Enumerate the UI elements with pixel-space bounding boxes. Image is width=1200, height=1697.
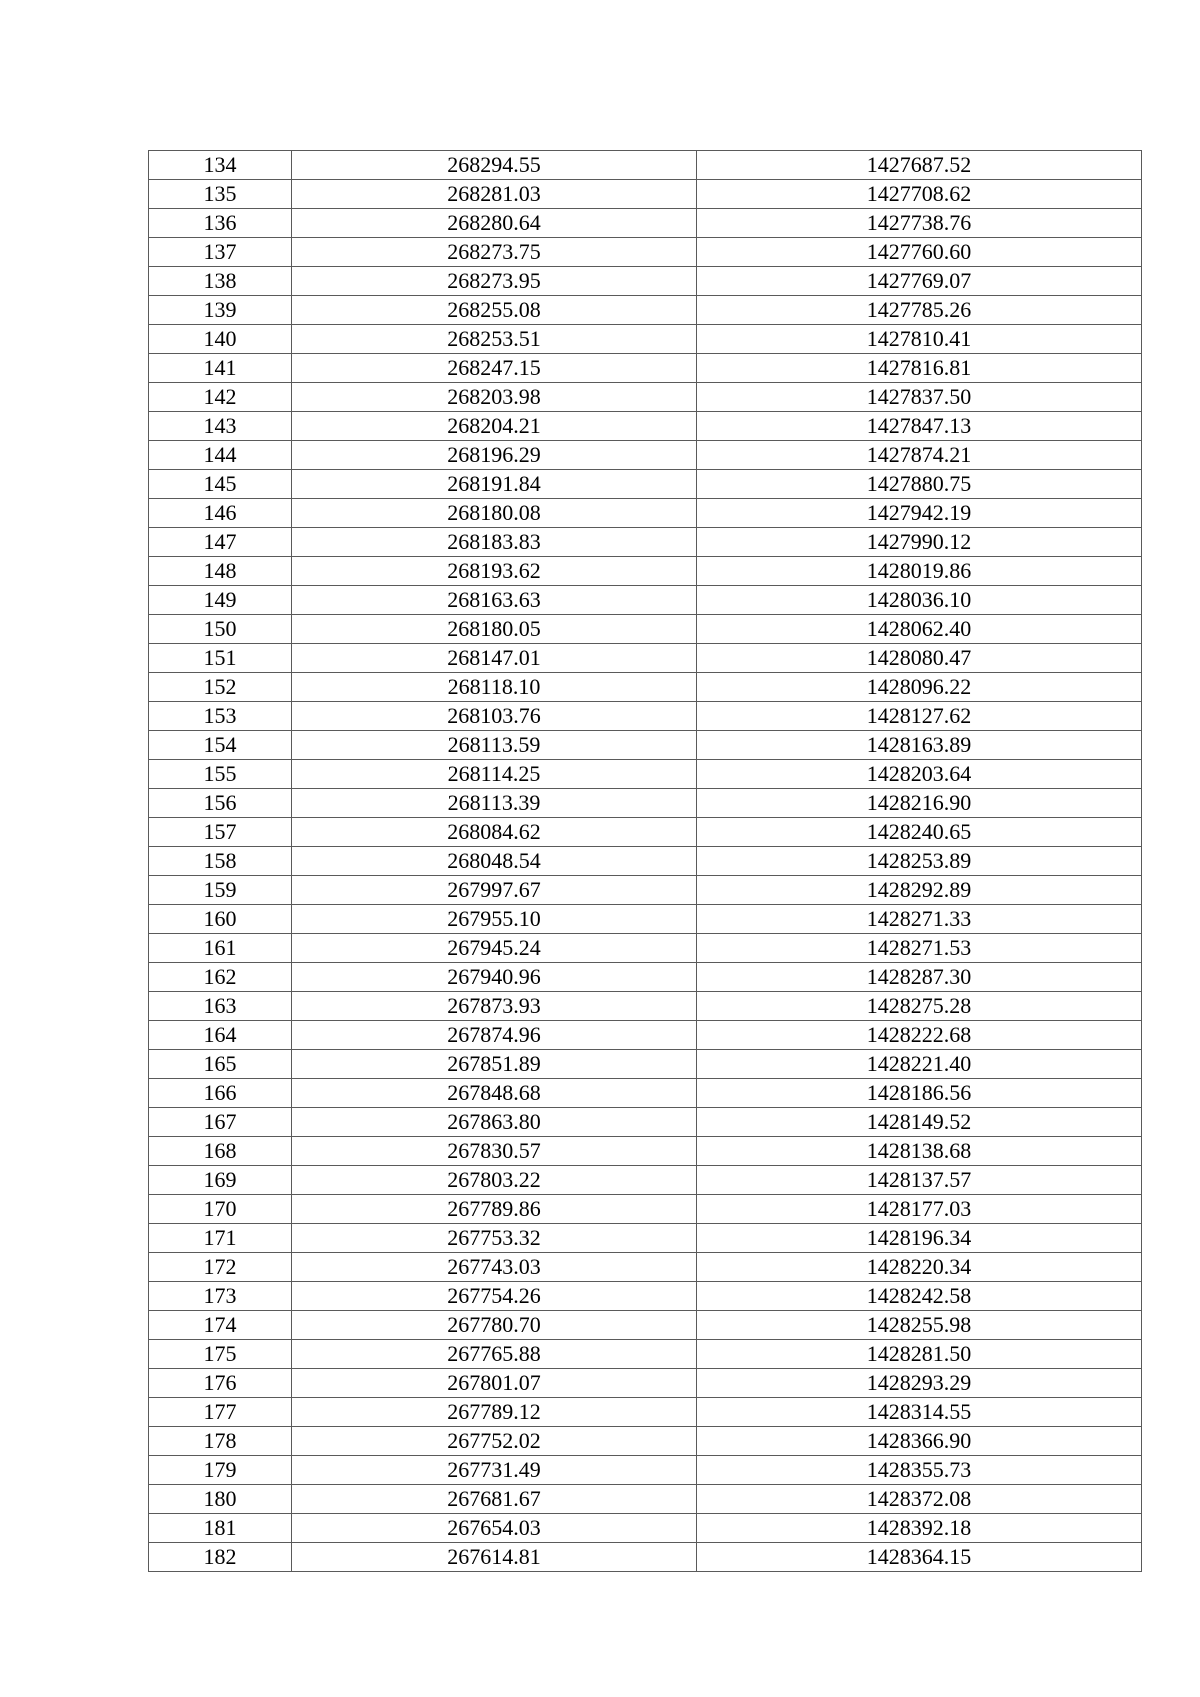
table-row xyxy=(149,905,1142,934)
point-number-cell: 169 xyxy=(149,1166,292,1195)
y-coordinate-cell: 1428366.90 xyxy=(697,1427,1142,1456)
table-row xyxy=(149,1050,1142,1079)
y-coordinate-cell: 1428222.68 xyxy=(697,1021,1142,1050)
y-coordinate-cell: 1427837.50 xyxy=(697,383,1142,412)
point-number-cell: 165 xyxy=(149,1050,292,1079)
point-number-cell: 136 xyxy=(149,209,292,238)
point-number-cell: 177 xyxy=(149,1398,292,1427)
table-row xyxy=(149,1224,1142,1253)
x-coordinate-cell: 267753.32 xyxy=(292,1224,697,1253)
y-coordinate-cell: 1428242.58 xyxy=(697,1282,1142,1311)
point-number-cell: 150 xyxy=(149,615,292,644)
table-row xyxy=(149,615,1142,644)
table-row xyxy=(149,267,1142,296)
x-coordinate-cell: 268147.01 xyxy=(292,644,697,673)
y-coordinate-cell: 1427785.26 xyxy=(697,296,1142,325)
table-row xyxy=(149,557,1142,586)
y-coordinate-cell: 1427769.07 xyxy=(697,267,1142,296)
point-number-cell: 141 xyxy=(149,354,292,383)
y-coordinate-cell: 1427874.21 xyxy=(697,441,1142,470)
table-row xyxy=(149,209,1142,238)
y-coordinate-cell: 1428177.03 xyxy=(697,1195,1142,1224)
y-coordinate-cell: 1427810.41 xyxy=(697,325,1142,354)
table-row xyxy=(149,1137,1142,1166)
x-coordinate-cell: 268183.83 xyxy=(292,528,697,557)
table-row xyxy=(149,731,1142,760)
x-coordinate-cell: 267848.68 xyxy=(292,1079,697,1108)
y-coordinate-cell: 1428220.34 xyxy=(697,1253,1142,1282)
y-coordinate-cell: 1428163.89 xyxy=(697,731,1142,760)
point-number-cell: 146 xyxy=(149,499,292,528)
point-number-cell: 171 xyxy=(149,1224,292,1253)
table-row xyxy=(149,1195,1142,1224)
point-number-cell: 156 xyxy=(149,789,292,818)
point-number-cell: 176 xyxy=(149,1369,292,1398)
y-coordinate-cell: 1427760.60 xyxy=(697,238,1142,267)
y-coordinate-cell: 1428196.34 xyxy=(697,1224,1142,1253)
y-coordinate-cell: 1428292.89 xyxy=(697,876,1142,905)
table-row xyxy=(149,760,1142,789)
table-row xyxy=(149,470,1142,499)
table-row xyxy=(149,673,1142,702)
x-coordinate-cell: 267851.89 xyxy=(292,1050,697,1079)
y-coordinate-cell: 1428364.15 xyxy=(697,1543,1142,1572)
x-coordinate-cell: 267681.67 xyxy=(292,1485,697,1514)
table-row xyxy=(149,1456,1142,1485)
point-number-cell: 178 xyxy=(149,1427,292,1456)
x-coordinate-cell: 268191.84 xyxy=(292,470,697,499)
point-number-cell: 144 xyxy=(149,441,292,470)
table-row xyxy=(149,818,1142,847)
point-number-cell: 149 xyxy=(149,586,292,615)
point-number-cell: 175 xyxy=(149,1340,292,1369)
x-coordinate-cell: 267654.03 xyxy=(292,1514,697,1543)
table-row xyxy=(149,180,1142,209)
point-number-cell: 174 xyxy=(149,1311,292,1340)
x-coordinate-cell: 268113.39 xyxy=(292,789,697,818)
point-number-cell: 160 xyxy=(149,905,292,934)
x-coordinate-cell: 267789.12 xyxy=(292,1398,697,1427)
x-coordinate-cell: 268114.25 xyxy=(292,760,697,789)
point-number-cell: 152 xyxy=(149,673,292,702)
x-coordinate-cell: 267743.03 xyxy=(292,1253,697,1282)
x-coordinate-cell: 267873.93 xyxy=(292,992,697,1021)
table-row xyxy=(149,1311,1142,1340)
y-coordinate-cell: 1428271.53 xyxy=(697,934,1142,963)
point-number-cell: 173 xyxy=(149,1282,292,1311)
y-coordinate-cell: 1428203.64 xyxy=(697,760,1142,789)
x-coordinate-cell: 268163.63 xyxy=(292,586,697,615)
x-coordinate-cell: 267945.24 xyxy=(292,934,697,963)
point-number-cell: 147 xyxy=(149,528,292,557)
point-number-cell: 172 xyxy=(149,1253,292,1282)
point-number-cell: 140 xyxy=(149,325,292,354)
table-row xyxy=(149,876,1142,905)
x-coordinate-cell: 267803.22 xyxy=(292,1166,697,1195)
point-number-cell: 161 xyxy=(149,934,292,963)
table-row xyxy=(149,1398,1142,1427)
point-number-cell: 139 xyxy=(149,296,292,325)
table-row xyxy=(149,499,1142,528)
x-coordinate-cell: 268084.62 xyxy=(292,818,697,847)
x-coordinate-cell: 267731.49 xyxy=(292,1456,697,1485)
point-number-cell: 166 xyxy=(149,1079,292,1108)
y-coordinate-cell: 1428255.98 xyxy=(697,1311,1142,1340)
point-number-cell: 151 xyxy=(149,644,292,673)
table-row xyxy=(149,1282,1142,1311)
x-coordinate-cell: 267765.88 xyxy=(292,1340,697,1369)
y-coordinate-cell: 1428216.90 xyxy=(697,789,1142,818)
x-coordinate-cell: 268247.15 xyxy=(292,354,697,383)
table-row xyxy=(149,1427,1142,1456)
y-coordinate-cell: 1427738.76 xyxy=(697,209,1142,238)
point-number-cell: 134 xyxy=(149,151,292,180)
y-coordinate-cell: 1428314.55 xyxy=(697,1398,1142,1427)
x-coordinate-cell: 267863.80 xyxy=(292,1108,697,1137)
point-number-cell: 142 xyxy=(149,383,292,412)
y-coordinate-cell: 1428287.30 xyxy=(697,963,1142,992)
point-number-cell: 137 xyxy=(149,238,292,267)
y-coordinate-cell: 1428372.08 xyxy=(697,1485,1142,1514)
point-number-cell: 179 xyxy=(149,1456,292,1485)
x-coordinate-cell: 267614.81 xyxy=(292,1543,697,1572)
x-coordinate-cell: 268203.98 xyxy=(292,383,697,412)
y-coordinate-cell: 1428036.10 xyxy=(697,586,1142,615)
y-coordinate-cell: 1427687.52 xyxy=(697,151,1142,180)
y-coordinate-cell: 1428149.52 xyxy=(697,1108,1142,1137)
table-row xyxy=(149,151,1142,180)
y-coordinate-cell: 1428271.33 xyxy=(697,905,1142,934)
y-coordinate-cell: 1428221.40 xyxy=(697,1050,1142,1079)
y-coordinate-cell: 1428080.47 xyxy=(697,644,1142,673)
point-number-cell: 135 xyxy=(149,180,292,209)
point-number-cell: 155 xyxy=(149,760,292,789)
y-coordinate-cell: 1428019.86 xyxy=(697,557,1142,586)
point-number-cell: 164 xyxy=(149,1021,292,1050)
table-row xyxy=(149,1253,1142,1282)
point-number-cell: 182 xyxy=(149,1543,292,1572)
coordinate-table xyxy=(148,150,1142,1572)
x-coordinate-cell: 268255.08 xyxy=(292,296,697,325)
y-coordinate-cell: 1428137.57 xyxy=(697,1166,1142,1195)
x-coordinate-cell: 267752.02 xyxy=(292,1427,697,1456)
table-row xyxy=(149,702,1142,731)
point-number-cell: 153 xyxy=(149,702,292,731)
table-row xyxy=(149,528,1142,557)
x-coordinate-cell: 268196.29 xyxy=(292,441,697,470)
point-number-cell: 145 xyxy=(149,470,292,499)
y-coordinate-cell: 1428186.56 xyxy=(697,1079,1142,1108)
x-coordinate-cell: 268118.10 xyxy=(292,673,697,702)
x-coordinate-cell: 268193.62 xyxy=(292,557,697,586)
y-coordinate-cell: 1428253.89 xyxy=(697,847,1142,876)
y-coordinate-cell: 1428275.28 xyxy=(697,992,1142,1021)
table-row xyxy=(149,586,1142,615)
table-row xyxy=(149,1166,1142,1195)
x-coordinate-cell: 267874.96 xyxy=(292,1021,697,1050)
x-coordinate-cell: 268180.08 xyxy=(292,499,697,528)
table-row xyxy=(149,354,1142,383)
point-number-cell: 181 xyxy=(149,1514,292,1543)
table-row xyxy=(149,789,1142,818)
x-coordinate-cell: 267780.70 xyxy=(292,1311,697,1340)
x-coordinate-cell: 268048.54 xyxy=(292,847,697,876)
x-coordinate-cell: 268294.55 xyxy=(292,151,697,180)
table-row xyxy=(149,1108,1142,1137)
x-coordinate-cell: 267789.86 xyxy=(292,1195,697,1224)
y-coordinate-cell: 1427942.19 xyxy=(697,499,1142,528)
table-row xyxy=(149,383,1142,412)
table-row xyxy=(149,847,1142,876)
point-number-cell: 180 xyxy=(149,1485,292,1514)
x-coordinate-cell: 267754.26 xyxy=(292,1282,697,1311)
x-coordinate-cell: 267801.07 xyxy=(292,1369,697,1398)
x-coordinate-cell: 268281.03 xyxy=(292,180,697,209)
point-number-cell: 148 xyxy=(149,557,292,586)
x-coordinate-cell: 268204.21 xyxy=(292,412,697,441)
y-coordinate-cell: 1428293.29 xyxy=(697,1369,1142,1398)
y-coordinate-cell: 1428127.62 xyxy=(697,702,1142,731)
point-number-cell: 163 xyxy=(149,992,292,1021)
point-number-cell: 162 xyxy=(149,963,292,992)
table-row xyxy=(149,1079,1142,1108)
table-row xyxy=(149,644,1142,673)
table-row xyxy=(149,934,1142,963)
point-number-cell: 167 xyxy=(149,1108,292,1137)
table-row xyxy=(149,296,1142,325)
table-row xyxy=(149,412,1142,441)
point-number-cell: 159 xyxy=(149,876,292,905)
y-coordinate-cell: 1428281.50 xyxy=(697,1340,1142,1369)
point-number-cell: 170 xyxy=(149,1195,292,1224)
x-coordinate-cell: 268280.64 xyxy=(292,209,697,238)
point-number-cell: 157 xyxy=(149,818,292,847)
x-coordinate-cell: 268180.05 xyxy=(292,615,697,644)
point-number-cell: 158 xyxy=(149,847,292,876)
x-coordinate-cell: 268273.95 xyxy=(292,267,697,296)
table-row xyxy=(149,238,1142,267)
table-row xyxy=(149,992,1142,1021)
point-number-cell: 138 xyxy=(149,267,292,296)
x-coordinate-cell: 268253.51 xyxy=(292,325,697,354)
coordinate-table-body xyxy=(149,151,1142,1572)
table-row xyxy=(149,1514,1142,1543)
table-row xyxy=(149,1340,1142,1369)
x-coordinate-cell: 268103.76 xyxy=(292,702,697,731)
table-row xyxy=(149,963,1142,992)
table-row xyxy=(149,1485,1142,1514)
y-coordinate-cell: 1427816.81 xyxy=(697,354,1142,383)
y-coordinate-cell: 1427990.12 xyxy=(697,528,1142,557)
x-coordinate-cell: 267955.10 xyxy=(292,905,697,934)
point-number-cell: 143 xyxy=(149,412,292,441)
x-coordinate-cell: 268273.75 xyxy=(292,238,697,267)
y-coordinate-cell: 1428096.22 xyxy=(697,673,1142,702)
x-coordinate-cell: 267830.57 xyxy=(292,1137,697,1166)
table-row xyxy=(149,1369,1142,1398)
y-coordinate-cell: 1428138.68 xyxy=(697,1137,1142,1166)
y-coordinate-cell: 1427708.62 xyxy=(697,180,1142,209)
point-number-cell: 168 xyxy=(149,1137,292,1166)
x-coordinate-cell: 268113.59 xyxy=(292,731,697,760)
y-coordinate-cell: 1428062.40 xyxy=(697,615,1142,644)
y-coordinate-cell: 1428355.73 xyxy=(697,1456,1142,1485)
table-row xyxy=(149,1021,1142,1050)
y-coordinate-cell: 1427847.13 xyxy=(697,412,1142,441)
table-row xyxy=(149,441,1142,470)
table-row xyxy=(149,325,1142,354)
x-coordinate-cell: 267940.96 xyxy=(292,963,697,992)
table-row xyxy=(149,1543,1142,1572)
x-coordinate-cell: 267997.67 xyxy=(292,876,697,905)
y-coordinate-cell: 1428240.65 xyxy=(697,818,1142,847)
y-coordinate-cell: 1428392.18 xyxy=(697,1514,1142,1543)
point-number-cell: 154 xyxy=(149,731,292,760)
y-coordinate-cell: 1427880.75 xyxy=(697,470,1142,499)
